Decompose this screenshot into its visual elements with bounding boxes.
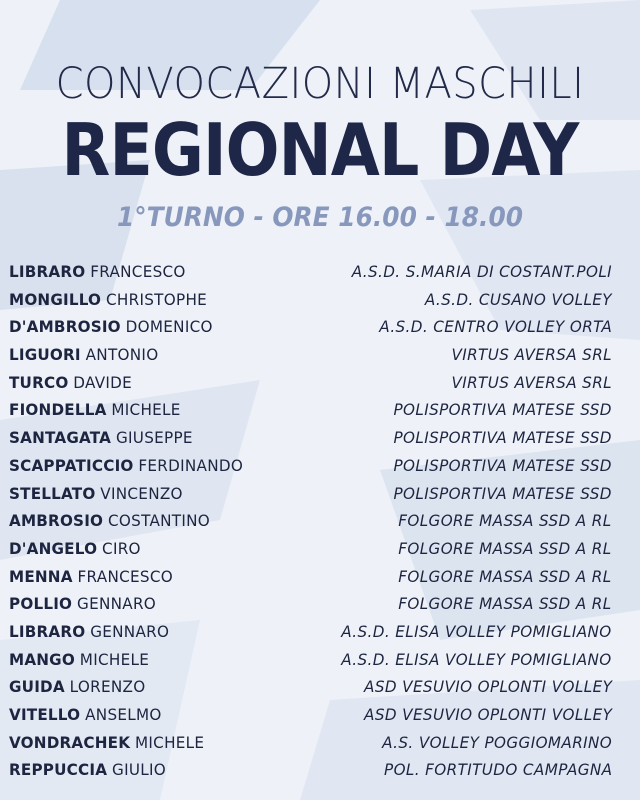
list-item <box>0 452 640 480</box>
player-name <box>9 729 204 757</box>
list-item <box>0 701 640 729</box>
club-name: VIRTUS AVERSA SRL <box>451 372 612 392</box>
list-item <box>0 286 640 314</box>
club-name: ASD VESUVIO OPLONTI VOLLEY <box>363 677 612 697</box>
club-name: A.S.D. CUSANO VOLLEY <box>424 289 612 309</box>
player-first-name: GENNARO <box>90 621 170 641</box>
list-item <box>0 729 640 757</box>
list-item <box>0 341 640 369</box>
player-first-name: DAVIDE <box>73 372 133 392</box>
player-first-name: GIUSEPPE <box>115 428 193 448</box>
player-name <box>9 563 173 591</box>
poster-title-main: REGIONAL DAY <box>61 108 579 192</box>
player-surname: FIONDELLA <box>9 400 107 420</box>
player-surname: SCAPPATICCIO <box>9 455 134 475</box>
club-name: VIRTUS AVERSA SRL <box>451 345 612 365</box>
player-surname: MANGO <box>9 649 75 669</box>
club-name: POLISPORTIVA MATESE SSD <box>393 400 612 420</box>
club-name: FOLGORE MASSA SSD A RL <box>398 538 612 558</box>
player-name <box>9 590 156 618</box>
player-name <box>9 646 149 674</box>
player-name <box>9 313 213 341</box>
club-name: FOLGORE MASSA SSD A RL <box>398 594 612 614</box>
player-name <box>9 452 243 480</box>
player-surname: D'AMBROSIO <box>9 317 121 337</box>
club-name: FOLGORE MASSA SSD A RL <box>398 511 612 531</box>
player-name <box>9 535 141 563</box>
list-item <box>0 396 640 424</box>
list-item <box>0 480 640 508</box>
player-first-name: MICHELE <box>79 649 150 669</box>
player-surname: STELLATO <box>9 483 96 503</box>
player-name <box>9 701 162 729</box>
player-name <box>9 756 166 784</box>
club-name: ASD VESUVIO OPLONTI VOLLEY <box>363 705 612 724</box>
player-surname: REPPUCCIA <box>9 760 108 780</box>
list-item <box>0 618 640 646</box>
player-surname: POLLIO <box>9 594 73 614</box>
club-name: FOLGORE MASSA SSD A RL <box>398 566 612 586</box>
club-name: A.S.D. S.MARIA DI COSTANT.POLI <box>351 262 612 281</box>
player-surname: VITELLO <box>9 705 81 724</box>
player-surname: LIBRARO <box>9 621 86 641</box>
player-first-name: FRANCESCO <box>77 566 173 586</box>
club-name: POL. FORTITUDO CAMPAGNA <box>383 760 612 780</box>
player-name <box>9 507 210 535</box>
player-surname: GUIDA <box>9 677 65 697</box>
list-item <box>0 424 640 452</box>
club-name: POLISPORTIVA MATESE SSD <box>393 483 612 503</box>
club-name: POLISPORTIVA MATESE SSD <box>393 455 612 475</box>
player-name <box>9 341 158 369</box>
player-name <box>9 424 193 452</box>
player-name <box>9 396 181 424</box>
player-first-name: CIRO <box>102 538 141 558</box>
player-first-name: MICHELE <box>111 400 181 420</box>
player-surname: D'ANGELO <box>9 538 98 558</box>
player-surname: AMBROSIO <box>9 511 104 531</box>
player-first-name: DOMENICO <box>125 317 213 337</box>
list-item <box>0 507 640 535</box>
player-first-name: CHRISTOPHE <box>106 289 208 309</box>
player-name <box>9 480 183 508</box>
list-item <box>0 258 640 286</box>
player-surname: MENNA <box>9 566 73 586</box>
list-item <box>0 535 640 563</box>
player-name <box>9 258 186 286</box>
player-first-name: GENNARO <box>76 594 157 614</box>
club-name: POLISPORTIVA MATESE SSD <box>393 428 612 448</box>
list-item <box>0 369 640 397</box>
player-first-name: FRANCESCO <box>90 262 186 281</box>
list-item <box>0 646 640 674</box>
player-surname: TURCO <box>9 372 69 392</box>
list-item <box>0 673 640 701</box>
club-name: A.S.D. ELISA VOLLEY POMIGLIANO <box>341 621 612 641</box>
player-first-name: COSTANTINO <box>107 511 211 531</box>
player-surname: LIGUORI <box>9 345 81 365</box>
club-name: A.S.D. ELISA VOLLEY POMIGLIANO <box>341 649 612 669</box>
player-name <box>9 618 169 646</box>
player-surname: MONGILLO <box>9 289 102 309</box>
player-first-name: VINCENZO <box>100 483 183 503</box>
player-first-name: ANTONIO <box>85 345 159 365</box>
list-item <box>0 756 640 784</box>
player-surname: VONDRACHEK <box>9 732 131 752</box>
player-first-name: GIULIO <box>112 760 167 780</box>
club-name: A.S.D. CENTRO VOLLEY ORTA <box>379 317 612 337</box>
player-first-name: FERDINANDO <box>138 455 244 475</box>
player-first-name: ANSELMO <box>85 705 162 724</box>
club-name: A.S. VOLLEY POGGIOMARINO <box>382 732 612 752</box>
list-item <box>0 313 640 341</box>
player-name <box>9 369 132 397</box>
player-first-name: MICHELE <box>135 732 205 752</box>
list-item <box>0 563 640 591</box>
session-subtitle: 1°TURNO - ORE 16.00 - 18.00 <box>116 202 524 233</box>
player-name <box>9 673 145 701</box>
player-name <box>9 286 207 314</box>
list-item <box>0 590 640 618</box>
player-first-name: LORENZO <box>69 677 146 697</box>
player-list <box>0 258 640 784</box>
player-surname: SANTAGATA <box>9 428 112 448</box>
player-surname: LIBRARO <box>9 262 86 281</box>
poster-title-top: CONVOCAZIONI MASCHILI <box>55 59 585 109</box>
